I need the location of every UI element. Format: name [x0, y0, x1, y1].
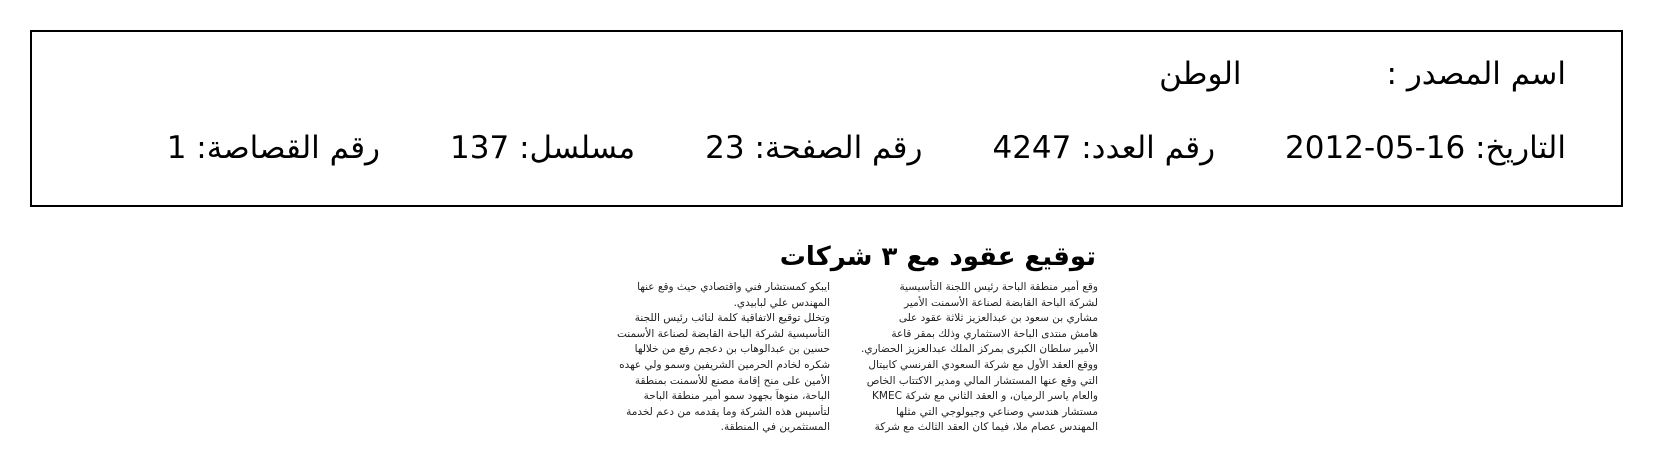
article-line: لتأسيس هذه الشركة وما يقدمه من دعم لخدمة	[626, 405, 830, 418]
article-line: لشركة الباحة القابضة لصناعة الأسمنت الأمير	[904, 296, 1098, 309]
article-line: ايبكو كمستشار فني واقتصادي حيث وقع عنها	[637, 281, 830, 293]
article-line: الباحة، منوهاً بجهود سمو أمير منطقة الباحة	[643, 390, 830, 403]
article-line: المهندس عصام ملا، فيما كان العقد الثالث مع شركة	[874, 421, 1098, 434]
newspaper-clipping	[578, 240, 1098, 450]
source-value: الوطن	[1159, 56, 1242, 92]
article-line: وتخلل توقيع الاتفاقية كلمة لنائب رئيس اللجنة	[634, 312, 830, 325]
article-headline: توقيع عقود مع ٣ شركات	[779, 242, 1096, 272]
article-line: التأسيسية لشركة الباحة القابضة لصناعة الأسمنت	[617, 327, 830, 340]
serial-value: 137	[450, 130, 510, 166]
clip-value: 1	[166, 130, 187, 166]
article-line: مشاري بن سعود بن عبدالعزيز ثلاثة عقود على	[898, 312, 1098, 325]
article-line: هامش منتدى الباحة الاستثماري وذلك بمقر قاعة	[891, 327, 1098, 340]
source-label: اسم المصدر :	[1386, 56, 1566, 92]
article-line: شكره لخادم الحرمين الشريفين وسمو ولي عهده	[619, 358, 830, 371]
article-line: الأمين على منح إقامة مصنع للأسمنت بمنطقة	[634, 374, 830, 387]
serial-label: مسلسل:	[519, 130, 636, 166]
source-info-box	[30, 30, 1623, 207]
issue-label: رقم العدد:	[1081, 130, 1216, 166]
article-line: حسين بن عبدالوهاب بن دعجم رفع من خلالها	[634, 343, 830, 356]
article-column-left	[578, 280, 830, 448]
date-label: التاريخ:	[1475, 130, 1566, 166]
article-line: ووقع العقد الأول مع شركة السعودي الفرنسي كابيتال	[868, 358, 1098, 371]
page-label: رقم الصفحة:	[754, 130, 923, 166]
issue-value: 4247	[992, 130, 1072, 166]
article-line: وقع أمير منطقة الباحة رئيس اللجنة التأسيسية	[899, 281, 1098, 293]
metadata-row	[167, 128, 1566, 168]
clip-label: رقم القصاصة:	[196, 130, 381, 166]
article-line: والعام ياسر الرميان، و العقد الثاني مع شركة KMEC	[872, 390, 1098, 403]
article-line: الأمير سلطان الكبرى بمركز الملك عبدالعزيز الحضاري.	[861, 343, 1098, 356]
date-value: 2012-05-16	[1285, 130, 1466, 166]
article-line: المهندس علي لبابيدي.	[733, 296, 830, 309]
article-line: التي وقع عنها المستشار المالي ومدير الاكتتاب الخاص	[866, 374, 1098, 387]
article-column-right	[846, 280, 1098, 448]
source-row	[1159, 54, 1566, 94]
article-line: المستثمرين في المنطقة.	[720, 421, 830, 434]
article-line: مستشار هندسي وصناعي وجيولوجي التي مثلها	[896, 405, 1098, 418]
page-value: 23	[705, 130, 745, 166]
